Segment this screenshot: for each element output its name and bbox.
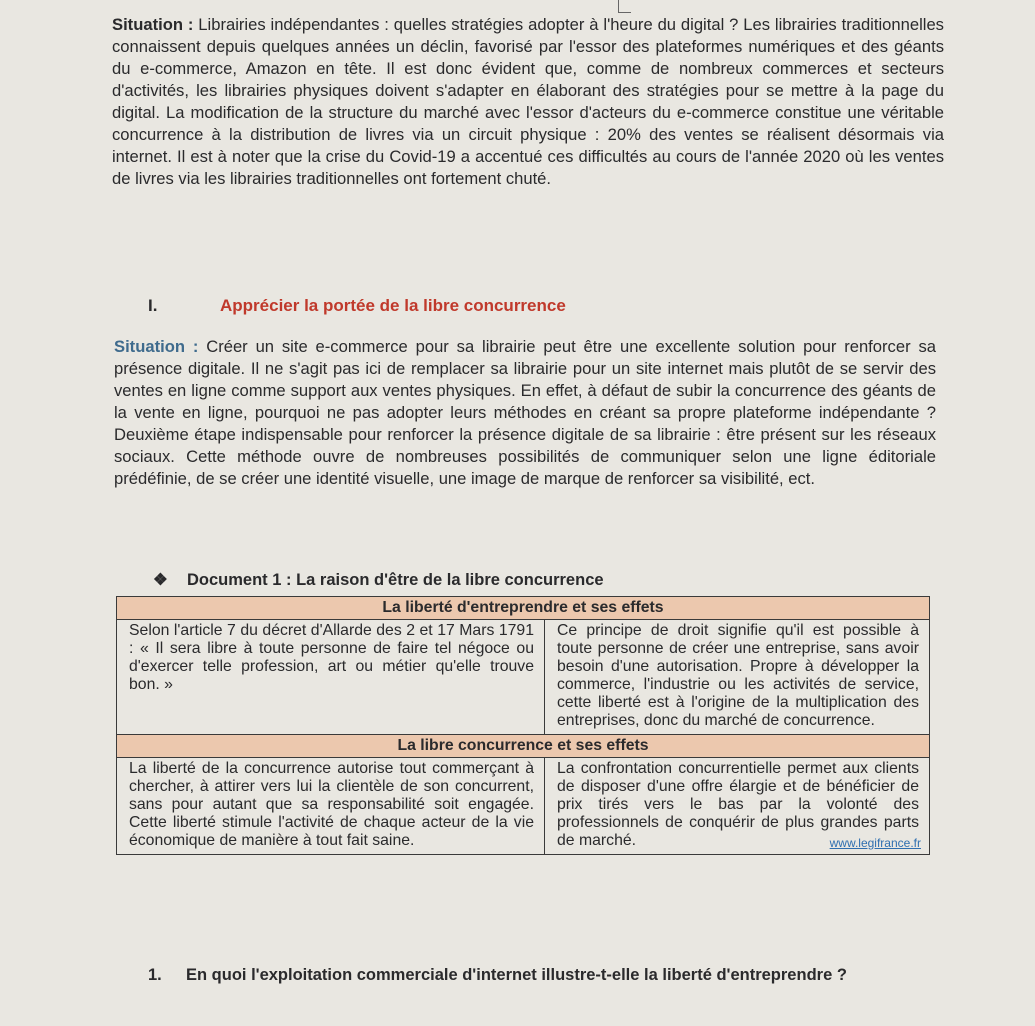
question xyxy=(148,966,847,985)
intro-lead: Situation : xyxy=(112,15,194,34)
situation-text: Créer un site e-commerce pour sa librairie peut être une excellente solution pour renforcer sa présence digitale. Il ne s'agit pas ici de remplacer sa librairie pour un site internet mais plutôt de se servir des ventes en ligne comme support aux ventes physiques. En effet, à défaut de subir la concurrence des géants de la vente en ligne, pourquoi ne pas adopter leurs méthodes en créant sa propre plateforme indépendante ? Deuxième étape indispensable pour renforcer la présence digitale de sa librairie : être présent sur les réseaux sociaux. Cette méthode ouvre de nombreuses possibilités de communiquer selon une ligne éditoriale prédéfinie, de se créer une identité visuelle, une image de marque de renforcer sa visibilité, ect. xyxy=(114,337,936,488)
cursor-marker xyxy=(618,0,631,13)
table-header-row xyxy=(117,597,930,620)
document-table xyxy=(116,596,930,855)
document-title xyxy=(153,570,604,590)
document-title-text: Document 1 : La raison d'être de la libre concurrence xyxy=(187,571,604,589)
table-cell-right: Ce principe de droit signifie qu'il est possible à toute personne de créer une entreprise, sans avoir besoin d'une autorisation. Propre à développer la commerce, l'industrie ou les activités de service, cette liberté est à l'origine de la multiplication des entreprises, donc du marché de concurrence. xyxy=(545,620,930,735)
situation-paragraph xyxy=(114,336,936,490)
table-header: La libre concurrence et ses effets xyxy=(117,735,930,758)
intro-text: Librairies indépendantes : quelles stratégies adopter à l'heure du digital ? Les librairies traditionnelles connaissent depuis quelques années un déclin, favorisé par l'essor des plateformes numériques et des géants du e-commerce, Amazon en tête. Il est donc évident que, comme de nombreux commerces et secteurs d'activités, les librairies physiques doivent s'adapter en élaborant des stratégies pour se mettre à la page du digital. La modification de la structure du marché avec l'essor d'acteurs du e-commerce constitue une véritable concurrence à la distribution de livres via un circuit physique : 20% des ventes se réalisent désormais via internet. Il est à noter que la crise du Covid-19 a accentué ces difficultés au cours de l'année 2020 où les ventes de livres via les librairies traditionnelles ont fortement chuté. xyxy=(112,15,944,188)
source-link[interactable]: www.legifrance.fr xyxy=(829,836,921,850)
section-heading xyxy=(148,296,566,316)
table-cell-left: Selon l'article 7 du décret d'Allarde des 2 et 17 Mars 1791 : « Il sera libre à toute personne de faire tel négoce ou d'exercer telle profession, art ou métier qu'elle trouve bon. » xyxy=(117,620,545,735)
table-cell-right-text: La confrontation concurrentielle permet aux clients de disposer d'une offre élargie et de bénéficier de prix tirés vers le bas par la volonté des professionnels de conquérir de plus grandes parts de marché. xyxy=(557,760,919,849)
diamond-bullet-icon: ❖ xyxy=(153,571,168,589)
question-text: En quoi l'exploitation commerciale d'internet illustre-t-elle la liberté d'entreprendre ? xyxy=(186,966,847,984)
intro-paragraph xyxy=(112,14,944,190)
situation-lead: Situation : xyxy=(114,337,199,356)
table-row xyxy=(117,620,930,735)
table-row xyxy=(117,758,930,855)
section-title: Apprécier la portée de la libre concurrence xyxy=(220,296,566,315)
table-cell-right-with-source xyxy=(545,758,930,855)
table-header: La liberté d'entreprendre et ses effets xyxy=(117,597,930,620)
table-cell-left: La liberté de la concurrence autorise tout commerçant à chercher, à attirer vers lui la clientèle de son concurrent, sans pour autant que sa responsabilité soit engagée. Cette liberté stimule l'activité de chaque acteur de la vie économique de manière à tout fait saine. xyxy=(117,758,545,855)
section-number: I. xyxy=(148,296,158,315)
question-number: 1. xyxy=(148,966,162,984)
table-header-row xyxy=(117,735,930,758)
